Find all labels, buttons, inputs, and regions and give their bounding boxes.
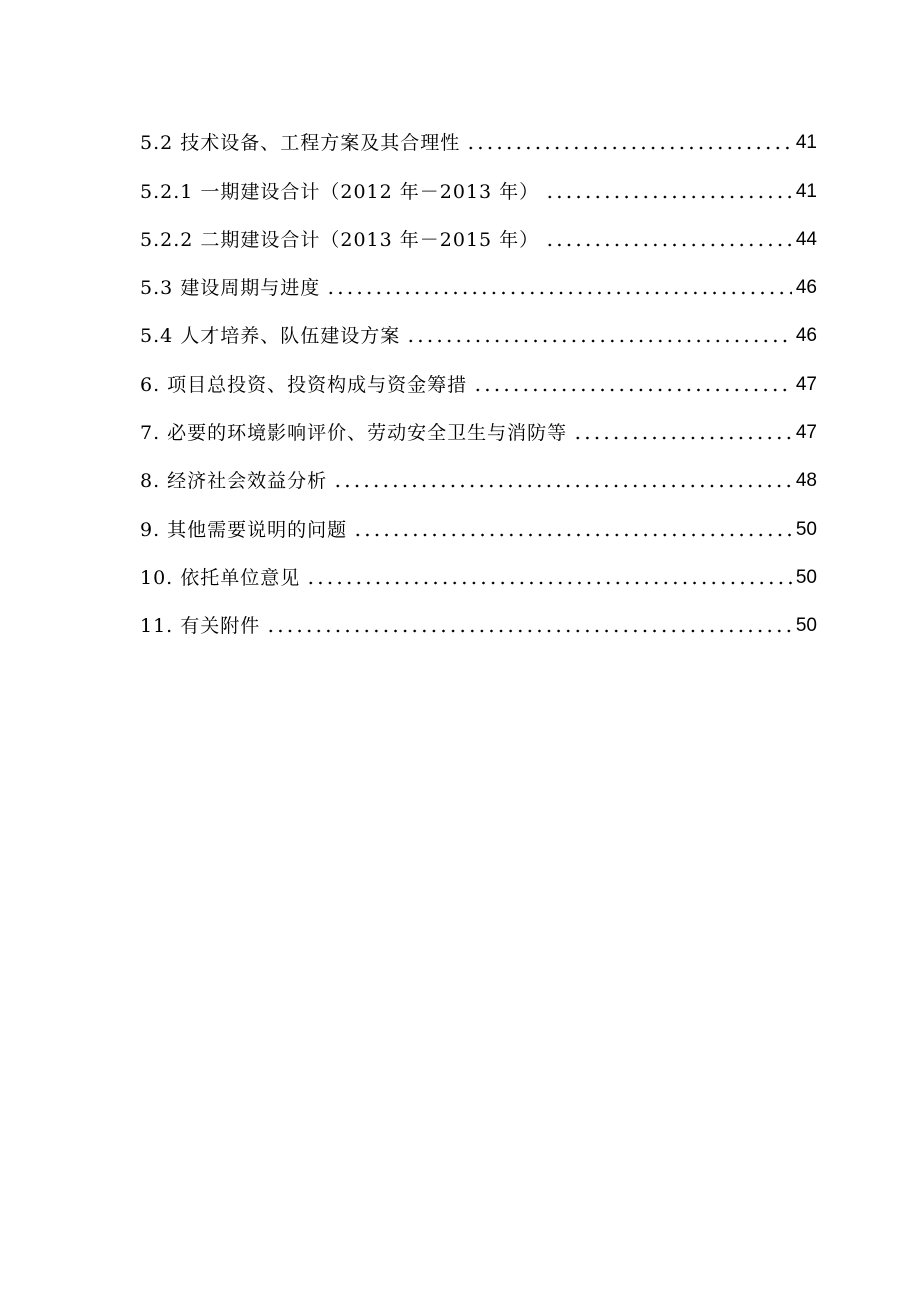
toc-entry-label: 5.4 人才培养、队伍建设方案 (140, 325, 401, 348)
toc-leader-dots (545, 195, 792, 199)
toc-leader-dots (306, 581, 792, 585)
toc-entry-label: 5.2.1 一期建设合计（2012 年－2013 年） (140, 180, 540, 203)
toc-entry-label: 5.3 建设周期与进度 (140, 277, 321, 300)
toc-leader-dots (266, 629, 792, 633)
toc-entry-6[interactable] (140, 359, 817, 407)
toc-entry-8[interactable] (140, 456, 817, 504)
toc-leader-dots (406, 339, 792, 343)
toc-entry-label: 5.2.2 二期建设合计（2013 年－2015 年） (140, 228, 540, 251)
toc-entry-11[interactable] (140, 601, 817, 649)
toc-entry-5-4[interactable] (140, 311, 817, 359)
toc-entry-5-2-2[interactable] (140, 215, 817, 263)
toc-entry-5-2[interactable] (140, 118, 817, 166)
toc-entry-label: 10. 依托单位意见 (140, 566, 301, 589)
toc-leader-dots (333, 484, 792, 488)
toc-entry-page: 46 (795, 277, 817, 299)
toc-leader-dots (473, 388, 792, 392)
toc-leader-dots (326, 291, 792, 295)
toc-entry-label: 8. 经济社会效益分析 (140, 470, 328, 493)
toc-entry-7[interactable] (140, 408, 817, 456)
toc-leader-dots (545, 243, 792, 247)
toc-entry-page: 50 (795, 518, 817, 540)
toc-leader-dots (466, 146, 792, 150)
toc-entry-5-3[interactable] (140, 263, 817, 311)
toc-leader-dots (573, 436, 792, 440)
toc-entry-5-2-1[interactable] (140, 166, 817, 214)
toc-entry-label: 5.2 技术设备、工程方案及其合理性 (140, 132, 461, 155)
toc-entry-page: 46 (795, 325, 817, 347)
toc-entry-9[interactable] (140, 504, 817, 552)
toc-entry-page: 47 (795, 373, 817, 395)
toc-entry-label: 6. 项目总投资、投资构成与资金筹措 (140, 373, 468, 396)
toc-entry-page: 48 (795, 470, 817, 492)
toc-entry-label: 9. 其他需要说明的问题 (140, 518, 348, 541)
toc-leader-dots (353, 533, 792, 537)
toc-entry-page: 50 (795, 566, 817, 588)
toc-entry-label: 11. 有关附件 (140, 615, 261, 638)
toc-entry-page: 47 (795, 422, 817, 444)
toc-entry-label: 7. 必要的环境影响评价、劳动安全卫生与消防等 (140, 422, 568, 445)
toc-entry-page: 41 (795, 132, 817, 154)
toc-entry-page: 50 (795, 615, 817, 637)
table-of-contents (140, 118, 817, 649)
toc-entry-page: 44 (795, 228, 817, 250)
toc-entry-page: 41 (795, 180, 817, 202)
toc-entry-10[interactable] (140, 553, 817, 601)
